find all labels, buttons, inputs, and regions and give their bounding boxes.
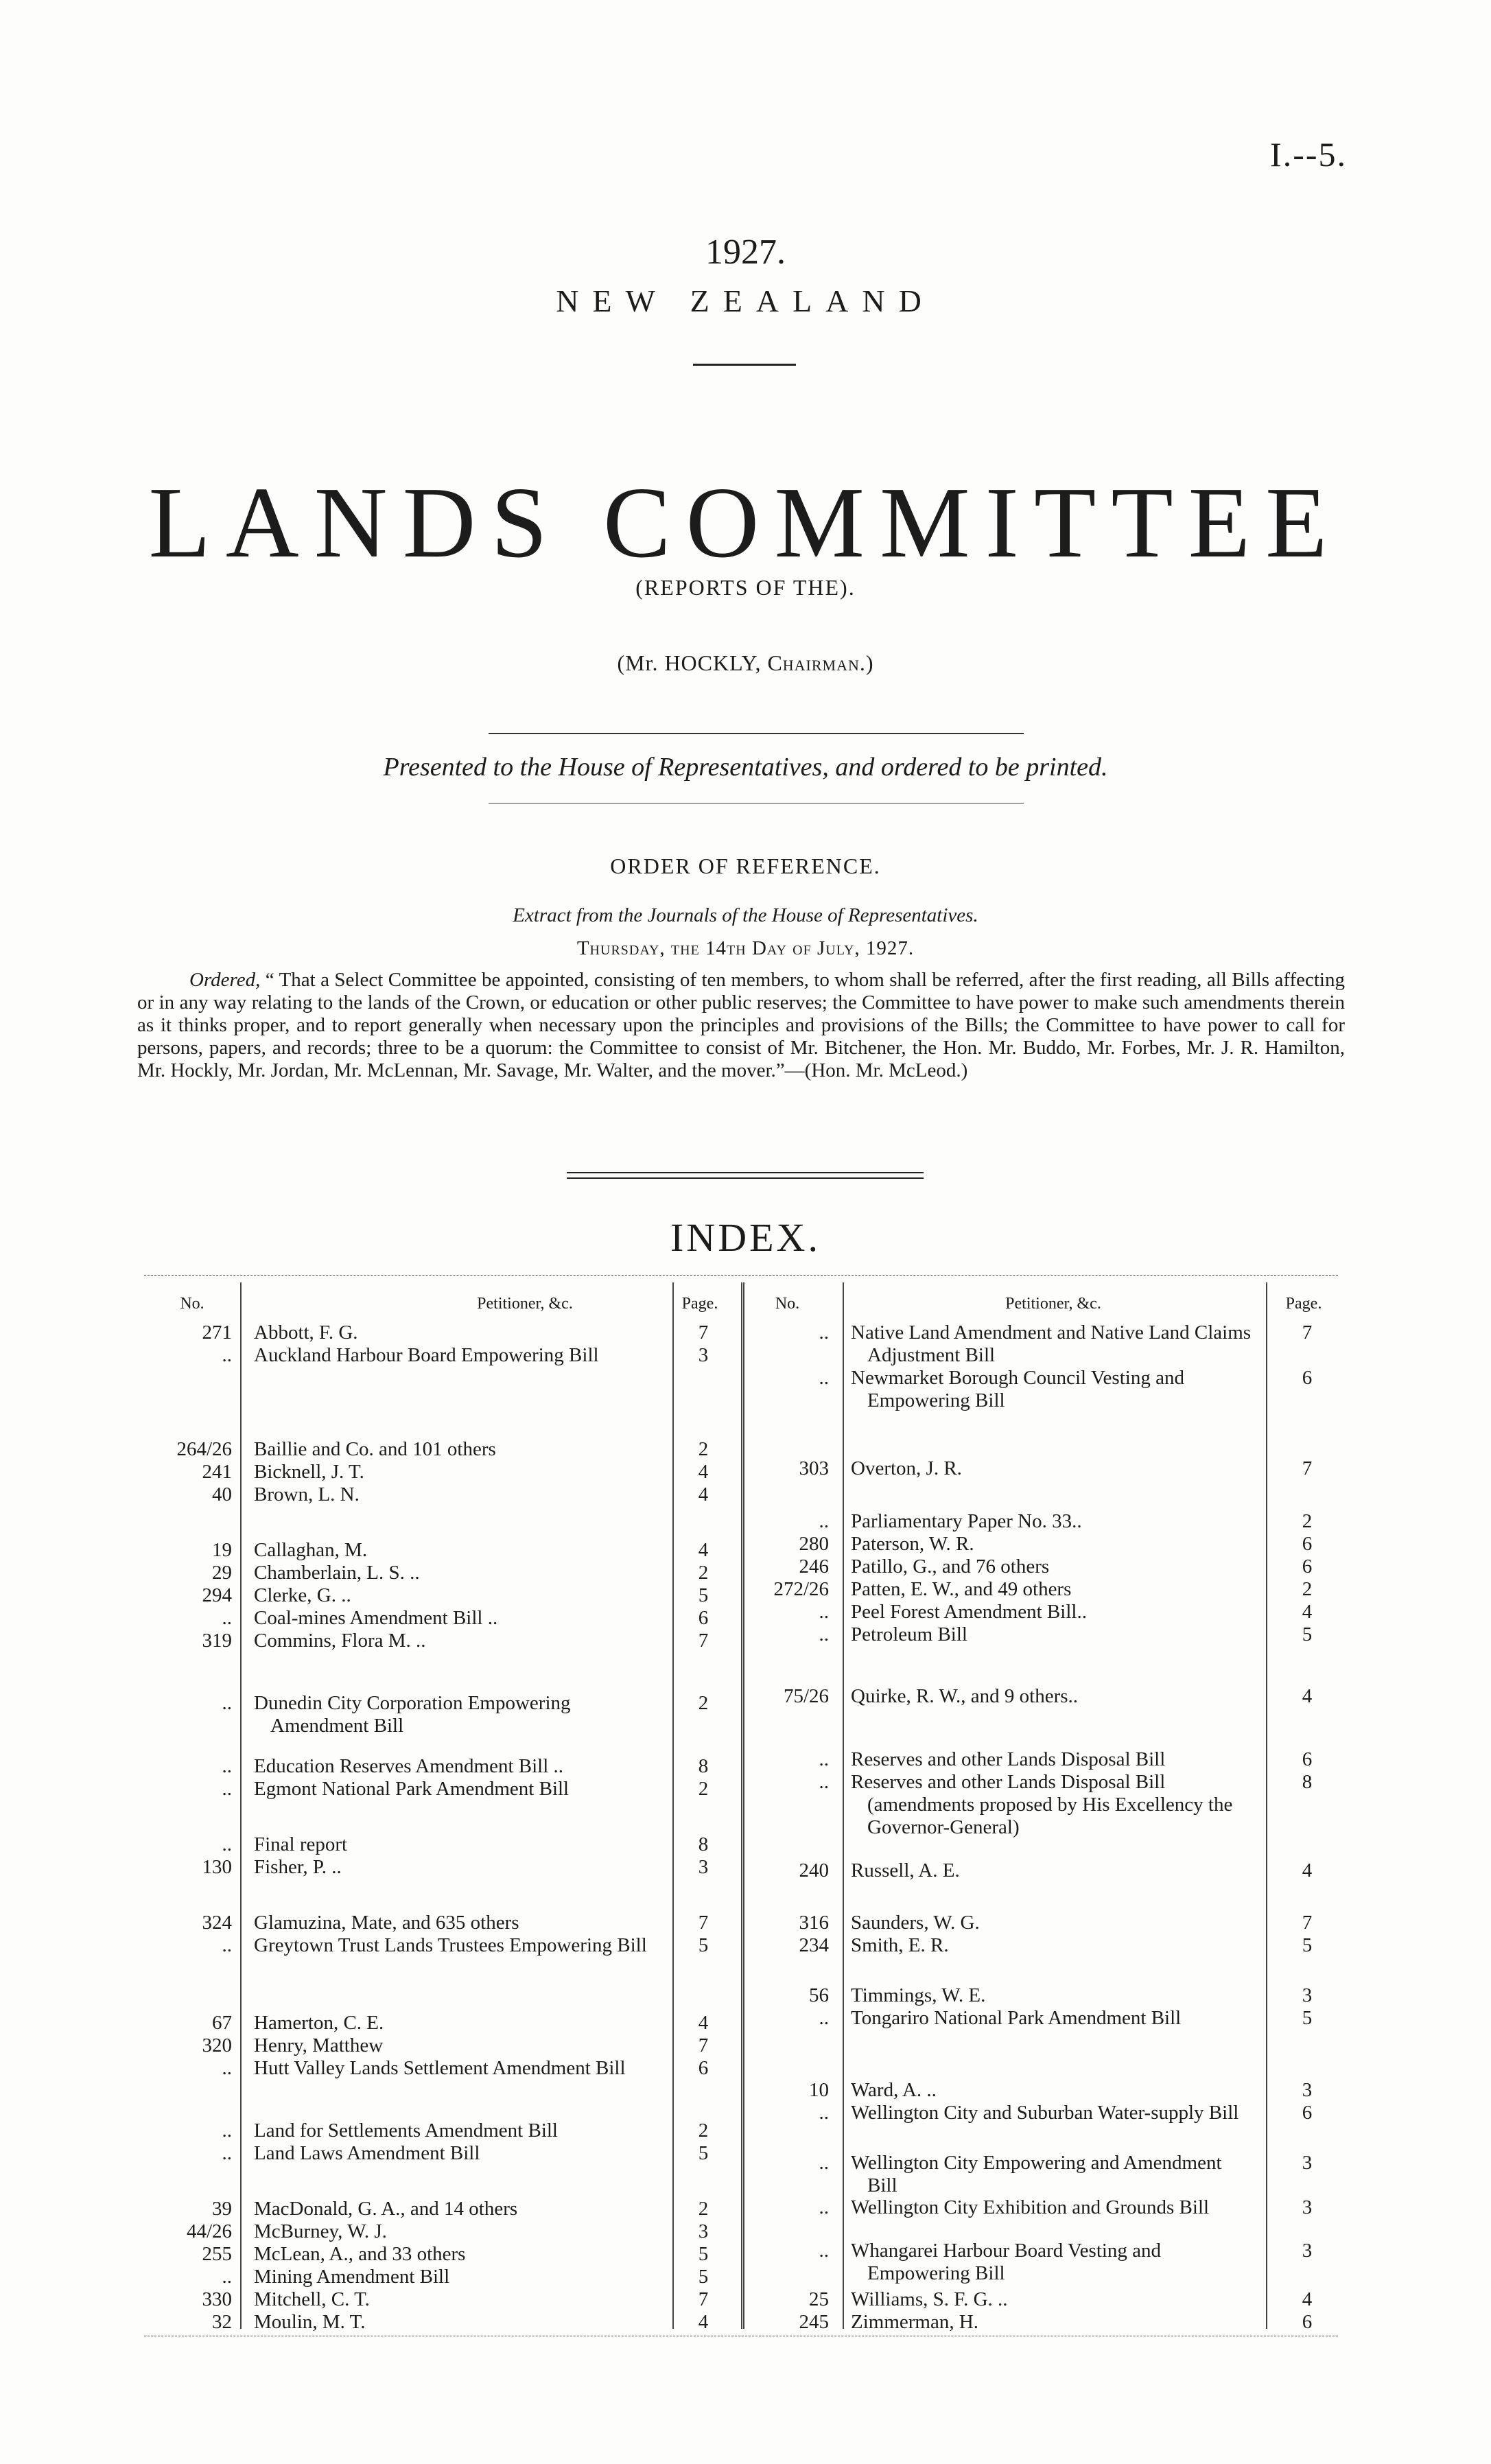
entry-number: ..	[819, 1367, 829, 1389]
index-entry	[144, 1457, 1338, 1480]
entry-petitioner: MacDonald, G. A., and 14 others	[254, 2198, 518, 2220]
entry-page: 4	[698, 1461, 709, 1483]
index-entry	[144, 1556, 1338, 1578]
entry-petitioner: Saunders, W. G.	[851, 1912, 980, 1934]
entry-petitioner: Overton, J. R.	[851, 1457, 962, 1479]
entry-petitioner: Peel Forest Amendment Bill..	[851, 1601, 1087, 1623]
entry-number: 272/26	[773, 1578, 829, 1600]
entry-page: 6	[1302, 2102, 1313, 2124]
entry-number: ..	[222, 2266, 232, 2288]
index-entry	[144, 1578, 1338, 1601]
index-entry	[144, 1601, 1338, 1623]
entry-petitioner: Glamuzina, Mate, and 635 others	[254, 1912, 519, 1934]
entry-page: 5	[698, 2266, 709, 2288]
entry-petitioner: Reserves and other Lands Disposal Bill (amendments proposed by His Excellency the Governor-General)	[851, 1771, 1233, 1838]
index-entry	[144, 2288, 1338, 2311]
entry-number: ..	[222, 1833, 232, 1855]
entry-petitioner: McLean, A., and 33 others	[254, 2243, 466, 2265]
entry-petitioner: Abbott, F. G.	[254, 1322, 358, 1344]
entry-page: 7	[698, 2288, 709, 2310]
entry-number: 56	[809, 1984, 829, 2006]
entry-petitioner: Education Reserves Amendment Bill ..	[254, 1755, 564, 1777]
entry-petitioner: Newmarket Borough Council Vesting and Empowering Bill	[851, 1367, 1184, 1411]
entry-petitioner: Patten, E. W., and 49 others	[851, 1578, 1072, 1600]
entry-number: 32	[212, 2311, 232, 2333]
entry-number: 19	[212, 1539, 232, 1561]
index-entry	[144, 1623, 1338, 1646]
entry-petitioner: Whangarei Harbour Board Vesting and Empowering Bill	[851, 2240, 1162, 2284]
entry-page: 7	[698, 1912, 709, 1934]
index-entry	[144, 2196, 1338, 2219]
entry-number: ..	[819, 2007, 829, 2029]
entry-petitioner: Land Laws Amendment Bill	[254, 2142, 480, 2164]
entry-number: 40	[212, 1483, 232, 1505]
index-title: INDEX.	[670, 1215, 821, 1260]
chairman-name: (Mr. HOCKLY,	[617, 650, 768, 675]
entry-number: 264/26	[176, 1438, 232, 1460]
order-lead: Ordered,	[189, 969, 261, 991]
entry-petitioner: Land for Settlements Amendment Bill	[254, 2120, 558, 2142]
entry-number: 130	[202, 1856, 232, 1878]
index-entry	[144, 1367, 1338, 1411]
entry-page: 4	[1302, 1859, 1313, 1881]
entry-page: 5	[698, 1584, 709, 1606]
entry-number: 319	[202, 1630, 232, 1652]
entry-petitioner: Hutt Valley Lands Settlement Amendment Bill	[254, 2057, 626, 2079]
entry-number: 29	[212, 1562, 232, 1584]
entry-petitioner: Clerke, G. ..	[254, 1584, 351, 1606]
entry-number: 255	[202, 2243, 232, 2265]
entry-page: 4	[698, 1483, 709, 1505]
entry-page: 6	[1302, 1748, 1313, 1770]
entry-page: 2	[1302, 1578, 1313, 1600]
entry-page: 5	[1302, 1934, 1313, 1956]
entry-petitioner: Baillie and Co. and 101 others	[254, 1438, 496, 1460]
entry-petitioner: Quirke, R. W., and 9 others..	[851, 1685, 1079, 1707]
entry-number: ..	[819, 1601, 829, 1623]
entry-petitioner: Dunedin City Corporation Empowering Amendment Bill	[254, 1692, 571, 1737]
entry-number: ..	[222, 1692, 232, 1714]
entry-petitioner: Coal-mines Amendment Bill ..	[254, 1607, 498, 1629]
index-entry	[144, 1510, 1338, 1533]
entry-page: 2	[698, 2198, 709, 2220]
entry-number: ..	[819, 2240, 829, 2262]
entry-number: 320	[202, 2034, 232, 2056]
paper-reference: I.--5.	[1270, 135, 1347, 174]
entry-number: ..	[819, 1623, 829, 1645]
entry-number: ..	[222, 2057, 232, 2079]
entry-number: ..	[819, 2152, 829, 2174]
index-entry	[144, 1483, 1338, 1506]
double-divider	[567, 1172, 924, 1179]
entry-number: ..	[819, 2102, 829, 2124]
entry-page: 3	[1302, 1984, 1313, 2006]
entry-page: 4	[1302, 2288, 1313, 2310]
entry-number: 245	[799, 2311, 829, 2333]
entry-page: 3	[698, 1344, 709, 1366]
entry-page: 2	[698, 1562, 709, 1584]
entry-page: 2	[698, 1692, 709, 1714]
entry-number: 324	[202, 1912, 232, 1934]
entry-page: 4	[698, 2311, 709, 2333]
index-entry	[144, 1912, 1338, 1934]
entry-petitioner: Wellington City Empowering and Amendment Bill	[851, 2152, 1222, 2196]
entry-petitioner: Smith, E. R.	[851, 1934, 949, 1956]
entry-petitioner: Fisher, P. ..	[254, 1856, 342, 1878]
entry-number: 39	[212, 2198, 232, 2220]
chairman-line	[0, 650, 1491, 676]
header-page-left: Page.	[681, 1295, 718, 1313]
entry-page: 8	[1302, 1771, 1313, 1793]
entry-number: 234	[799, 1934, 829, 1956]
entry-page: 3	[1302, 2196, 1313, 2218]
divider	[693, 364, 796, 366]
entry-number: ..	[819, 2196, 829, 2218]
index-entry	[144, 2034, 1338, 2057]
header-petitioner-left: Petitioner, &c.	[477, 1295, 573, 1313]
header-petitioner-right: Petitioner, &c.	[1005, 1295, 1101, 1313]
index-entry	[144, 1685, 1338, 1708]
entry-number: 316	[799, 1912, 829, 1934]
index-entry	[144, 1934, 1338, 1957]
entry-page: 7	[698, 1630, 709, 1652]
chairman-role: Chairman.)	[767, 650, 874, 675]
entry-page: 7	[1302, 1912, 1313, 1934]
entry-number: ..	[222, 2142, 232, 2164]
entry-number: ..	[222, 1755, 232, 1777]
entry-number: 294	[202, 1584, 232, 1606]
entry-petitioner: Reserves and other Lands Disposal Bill	[851, 1748, 1166, 1770]
entry-petitioner: Greytown Trust Lands Trustees Empowering Bill	[254, 1934, 647, 1956]
index-entry	[144, 1533, 1338, 1556]
entry-petitioner: Wellington City Exhibition and Grounds Bill	[851, 2196, 1210, 2218]
index-entry	[144, 2007, 1338, 2030]
entry-page: 2	[1302, 1510, 1313, 1532]
entry-page: 4	[1302, 1601, 1313, 1623]
entry-number: ..	[819, 1771, 829, 1793]
divider	[489, 733, 1024, 734]
page-title: LANDS COMMITTEE	[148, 467, 1343, 579]
entry-page: 8	[698, 1833, 709, 1855]
entry-number: 240	[799, 1859, 829, 1881]
entry-page: 4	[1302, 1685, 1313, 1707]
entry-number: ..	[222, 1607, 232, 1629]
entry-petitioner: Final report	[254, 1833, 348, 1855]
entry-number: 330	[202, 2288, 232, 2310]
entry-number: ..	[819, 1510, 829, 1532]
entry-petitioner: Bicknell, J. T.	[254, 1461, 364, 1483]
entry-petitioner: Patillo, G., and 76 others	[851, 1556, 1050, 1577]
entry-page: 2	[698, 2120, 709, 2142]
entry-number: ..	[222, 1344, 232, 1366]
entry-number: ..	[222, 2120, 232, 2142]
entry-number: 44/26	[186, 2220, 232, 2242]
order-text	[137, 969, 1345, 1082]
entry-number: 246	[799, 1556, 829, 1577]
header-no-right: No.	[775, 1295, 800, 1313]
index-entry	[144, 2102, 1338, 2124]
entry-page: 5	[698, 1934, 709, 1956]
entry-page: 6	[698, 1607, 709, 1629]
index-entry	[144, 1984, 1338, 2007]
entry-number: ..	[819, 1322, 829, 1344]
entry-number: ..	[819, 1748, 829, 1770]
entry-petitioner: Hamerton, C. E.	[254, 2012, 384, 2034]
entry-petitioner: Henry, Matthew	[254, 2034, 384, 2056]
entry-page: 6	[1302, 2311, 1313, 2333]
country-heading: NEW ZEALAND	[556, 283, 935, 318]
entry-number: 280	[799, 1533, 829, 1555]
entry-petitioner: Mitchell, C. T.	[254, 2288, 370, 2310]
order-of-reference-heading: ORDER OF REFERENCE.	[610, 854, 881, 878]
entry-petitioner: Parliamentary Paper No. 33..	[851, 1510, 1082, 1532]
entry-number: ..	[222, 1934, 232, 1956]
presented-note: Presented to the House of Representatives, and ordered to be printed.	[383, 753, 1108, 782]
entry-page: 2	[698, 1438, 709, 1460]
entry-petitioner: Paterson, W. R.	[851, 1533, 974, 1555]
index-entry	[144, 1748, 1338, 1771]
entry-page: 6	[1302, 1533, 1313, 1555]
entry-petitioner: Mining Amendment Bill	[254, 2266, 450, 2288]
entry-petitioner: Commins, Flora M. ..	[254, 1630, 426, 1652]
index-table	[144, 1275, 1338, 2336]
entry-petitioner: Brown, L. N.	[254, 1483, 360, 1505]
entry-page: 2	[698, 1778, 709, 1800]
entry-page: 3	[1302, 2152, 1313, 2174]
entry-page: 4	[698, 1539, 709, 1561]
entry-petitioner: Chamberlain, L. S. ..	[254, 1562, 420, 1584]
entry-number: 75/26	[783, 1685, 829, 1707]
entry-petitioner: Williams, S. F. G. ..	[851, 2288, 1008, 2310]
index-entry	[144, 2152, 1338, 2196]
entry-number: ..	[222, 1778, 232, 1800]
entry-page: 3	[698, 2220, 709, 2242]
index-entry	[144, 2057, 1338, 2080]
entry-page: 3	[1302, 2240, 1313, 2262]
header-page-right: Page.	[1285, 1295, 1322, 1313]
entry-number: 25	[809, 2288, 829, 2310]
entry-page: 5	[698, 2243, 709, 2265]
entry-number: 241	[202, 1461, 232, 1483]
entry-petitioner: Tongariro National Park Amendment Bill	[851, 2007, 1182, 2029]
entry-petitioner: Moulin, M. T.	[254, 2311, 366, 2333]
entry-page: 8	[698, 1755, 709, 1777]
index-entry	[144, 1859, 1338, 1882]
index-entry	[144, 1771, 1338, 1838]
entry-number: 10	[809, 2079, 829, 2101]
entry-petitioner: Petroleum Bill	[851, 1623, 967, 1645]
entry-number: 271	[202, 1322, 232, 1344]
subtitle: (REPORTS OF THE).	[635, 575, 856, 600]
entry-page: 5	[1302, 2007, 1313, 2029]
entry-petitioner: Auckland Harbour Board Empowering Bill	[254, 1344, 599, 1366]
entry-page: 3	[698, 1856, 709, 1878]
entry-petitioner: Zimmerman, H.	[851, 2311, 979, 2333]
entry-page: 7	[698, 2034, 709, 2056]
entry-page: 7	[1302, 1457, 1313, 1479]
entry-petitioner: Native Land Amendment and Native Land Claims Adjustment Bill	[851, 1322, 1252, 1366]
extract-line: Extract from the Journals of the House of Representatives.	[513, 904, 978, 926]
entry-petitioner: Ward, A. ..	[851, 2079, 937, 2101]
entry-petitioner: Russell, A. E.	[851, 1859, 960, 1881]
entry-number: 303	[799, 1457, 829, 1479]
index-entry	[144, 2079, 1338, 2102]
year: 1927.	[705, 233, 786, 272]
entry-page: 5	[1302, 1623, 1313, 1645]
entry-page: 3	[1302, 2079, 1313, 2101]
order-body: “ That a Select Committee be appointed, consisting of ten members, to whom shall be referred, after the first reading, all Bills affecting or in any way relating to the lands of the Crown, or education or other public reserves; the Committee to have power to make such amendments therein as it thinks proper, and to report generally when necessary upon the principles and provisions of the Bills; the Committee to have power to call for persons, papers, and records; three to be a quorum: the Committee to consist of Mr. Bitchener, the Hon. Mr. Buddo, Mr. Forbes, Mr. J. R. Hamilton, Mr. Hockly, Mr. Jordan, Mr. McLennan, Mr. Savage, Mr. Walter, and the mover.”—(Hon. Mr. McLeod.)	[137, 969, 1345, 1081]
entry-petitioner: Callaghan, M.	[254, 1539, 368, 1561]
entry-petitioner: McBurney, W. J.	[254, 2220, 387, 2242]
entry-page: 7	[698, 1322, 709, 1344]
entry-page: 5	[698, 2142, 709, 2164]
entry-petitioner: Egmont National Park Amendment Bill	[254, 1778, 570, 1800]
entry-page: 6	[1302, 1556, 1313, 1577]
entry-page: 7	[1302, 1322, 1313, 1344]
entry-page: 6	[1302, 1367, 1313, 1389]
entry-page: 4	[698, 2012, 709, 2034]
entry-petitioner: Timmings, W. E.	[851, 1984, 986, 2006]
entry-number: 67	[212, 2012, 232, 2034]
entry-page: 6	[698, 2057, 709, 2079]
header-no-left: No.	[180, 1295, 204, 1313]
index-entry	[144, 2311, 1338, 2334]
date-line: Thursday, the 14th Day of July, 1927.	[576, 937, 915, 959]
entry-petitioner: Wellington City and Suburban Water-supply Bill	[851, 2102, 1239, 2124]
